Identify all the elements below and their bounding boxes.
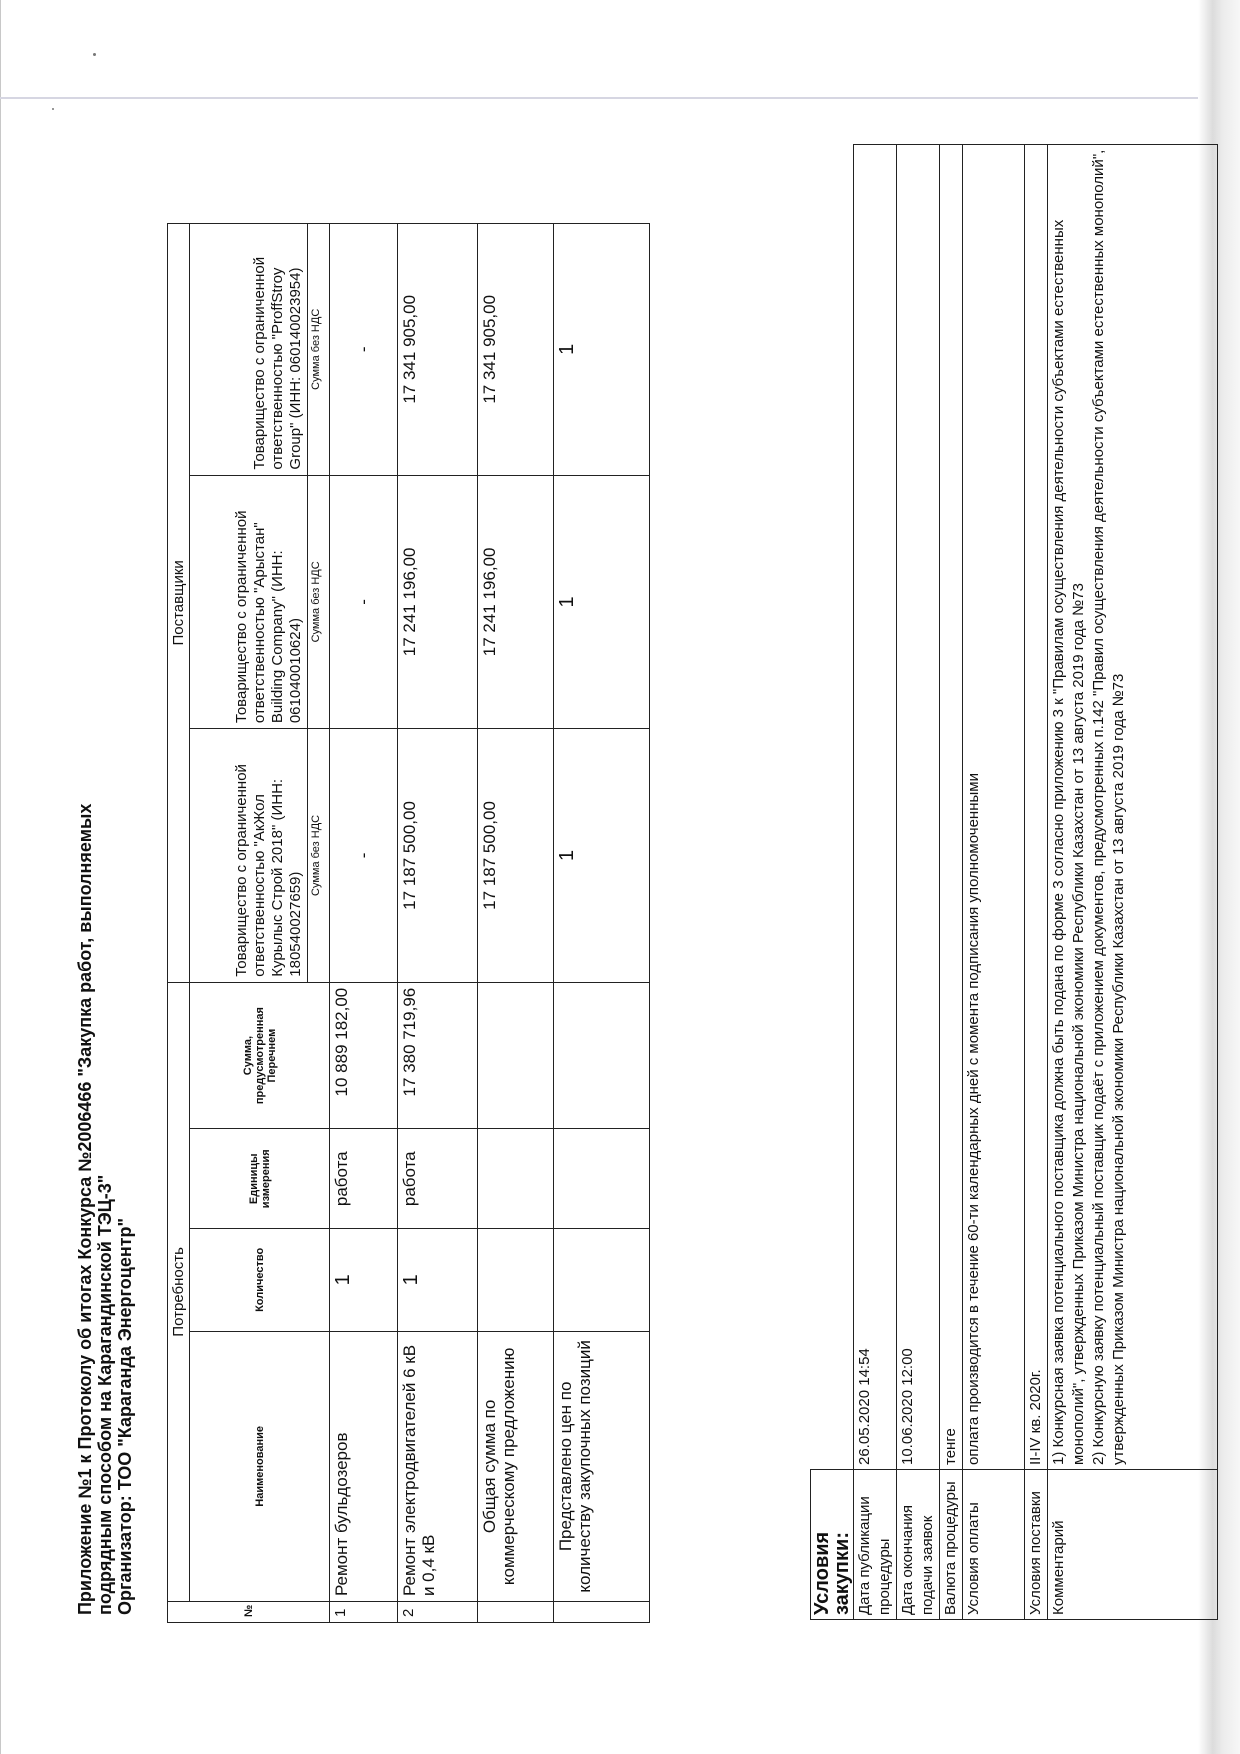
row-name: Ремонт электродвигателей 6 кВ и 0,4 кВ: [398, 1331, 478, 1601]
row-qty: 1: [398, 1229, 478, 1332]
total-row: [478, 224, 554, 1623]
publication-date-value: 26.05.2020 14:54: [854, 145, 897, 1470]
currency-label: Валюта процедуры: [940, 1470, 963, 1620]
scan-speck: [52, 108, 54, 110]
supplier-2-subheader: Сумма без НДС: [308, 475, 330, 729]
count-row: [554, 224, 650, 1623]
row-sum: 10 889 182,00: [330, 982, 398, 1129]
comment-value: [1048, 145, 1218, 1470]
row-unit: работа: [398, 1129, 478, 1229]
currency-value: тенге: [940, 145, 963, 1470]
document-header: [75, 715, 135, 1615]
row-qty: 1: [330, 1229, 398, 1332]
count-supplier-3: 1: [554, 224, 650, 476]
supplier-1-name: Товарищество с ограниченной ответственностью "АкЖол Курылыс Строй 2018" (ИНН: 180540027659): [190, 729, 308, 983]
col-qty-header: Количество: [190, 1229, 330, 1332]
row-supplier-2: -: [330, 475, 398, 729]
supplier-3-subheader: Сумма без НДС: [308, 224, 330, 476]
row-number: 1: [330, 1602, 398, 1623]
results-table: [167, 223, 650, 1623]
supplier-1-subheader: Сумма без НДС: [308, 729, 330, 983]
count-label: Представлено цен по количеству закупочных позиций: [554, 1331, 650, 1601]
comment-label: Комментарий: [1048, 1470, 1218, 1620]
row-supplier-2: 17 241 196,00: [398, 475, 478, 729]
scan-speck: [93, 53, 96, 56]
conditions-table: [810, 144, 1218, 1620]
total-label: Общая сумма по коммерческому предложению: [478, 1331, 554, 1601]
deadline-label: Дата окончания подачи заявок: [897, 1470, 940, 1620]
header-line-2: подрядным способом на Карагандинской ТЭЦ-3": [95, 1174, 115, 1615]
comment-item-1: 1) Конкурсная заявка потенциального поставщика должна быть подана по форме 3 согласно приложению 3 к "Правилам осуществления деятельности субъектами естественных монополий", утвержденных Приказом Министра национальной экономики Республики Казахстан от 13 августа 2019 года №73: [1050, 219, 1087, 1465]
col-unit-header: Единицы измерения: [190, 1129, 330, 1229]
table-row: [330, 224, 398, 1623]
scan-edge: [0, 0, 1, 1754]
table-row: [398, 224, 478, 1623]
row-number: 2: [398, 1602, 478, 1623]
row-sum: 17 380 719,96: [398, 982, 478, 1129]
publication-date-label: Дата публикации процедуры: [854, 1470, 897, 1620]
row-supplier-3: -: [330, 224, 398, 476]
supplier-2-name: Товарищество с ограниченной ответственностью "Арыстан" Building Company" (ИНН: 061040010624): [190, 475, 308, 729]
supplier-3-name: Товарищество с ограниченной ответственностью "ProffStroy Group" (ИНН: 060140023954): [190, 224, 308, 476]
count-supplier-1: 1: [554, 729, 650, 983]
deadline-value: 10.06.2020 12:00: [897, 145, 940, 1470]
col-name-header: Наименование: [190, 1331, 330, 1601]
row-supplier-3: 17 341 905,00: [398, 224, 478, 476]
delivery-terms-value: II-IV кв. 2020г.: [1025, 145, 1048, 1470]
document-sheet: [45, 135, 1175, 1685]
need-group-header: Потребность: [168, 982, 190, 1601]
payment-terms-label: Условия оплаты: [963, 1470, 1025, 1620]
row-name: Ремонт бульдозеров: [330, 1331, 398, 1601]
payment-terms-value: оплата производится в течение 60-ти календарных дней с момента подписания уполномоченными: [963, 145, 1025, 1470]
col-sum-header: Сумма, предусмотренная Перечнем: [190, 982, 330, 1129]
row-supplier-1: 17 187 500,00: [398, 729, 478, 983]
total-supplier-3: 17 341 905,00: [478, 224, 554, 476]
header-line-3: Организатор: ТОО "Караганда Энергоцентр": [115, 1217, 135, 1615]
total-supplier-1: 17 187 500,00: [478, 729, 554, 983]
count-supplier-2: 1: [554, 475, 650, 729]
col-no-header: №: [168, 1602, 330, 1623]
row-supplier-1: -: [330, 729, 398, 983]
suppliers-group-header: Поставщики: [168, 224, 190, 983]
delivery-terms-label: Условия поставки: [1025, 1470, 1048, 1620]
header-line-1: Приложение №1 к Протоколу об итогах Конкурса №2006466 "Закупка работ, выполняемых: [75, 803, 95, 1615]
total-supplier-2: 17 241 196,00: [478, 475, 554, 729]
conditions-title: Условия закупки:: [811, 1470, 854, 1620]
scan-line: [0, 97, 1240, 99]
comment-item-2: 2) Конкурсную заявку потенциальный поставщик подаёт с приложением документов, предусмотренных п.142 "Правил осуществления деятельности субъектами естественных монополий", утвержденных Приказом Министра национальной экономики Республики Казахстан от 13 августа 2019 года №73: [1090, 149, 1127, 1465]
row-unit: работа: [330, 1129, 398, 1229]
